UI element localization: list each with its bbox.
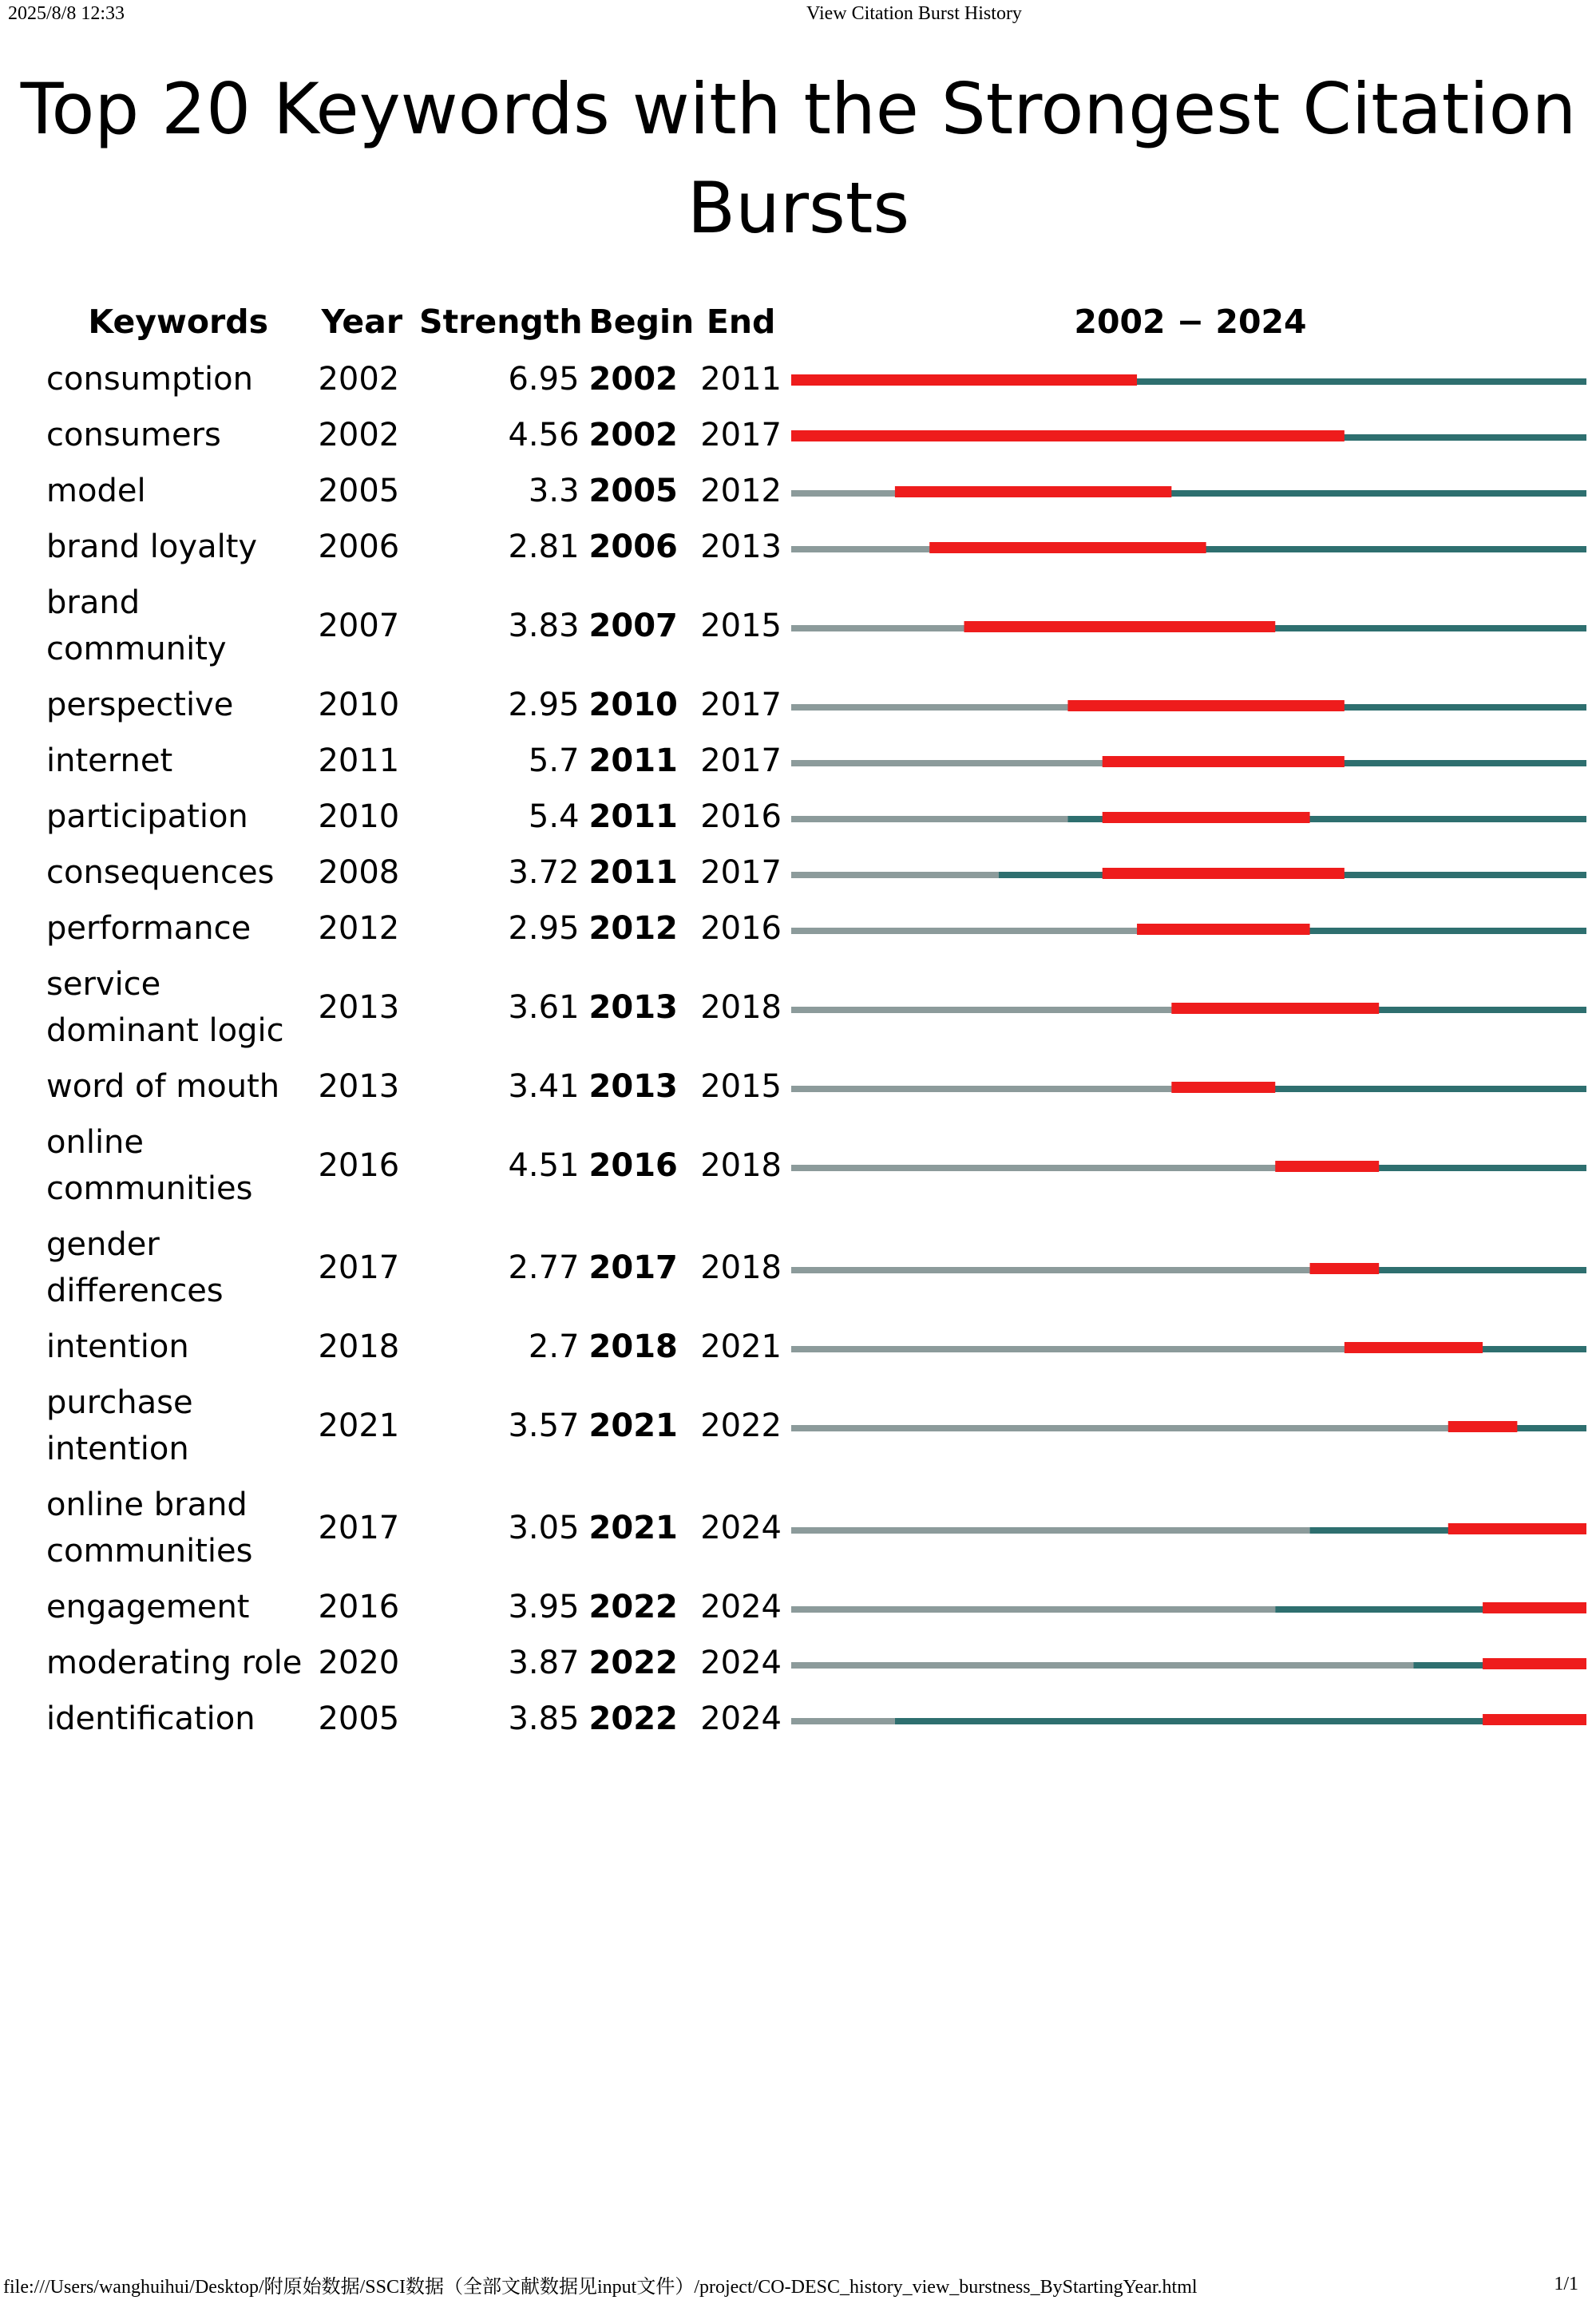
end-cell: 2017 — [700, 687, 782, 723]
timeline-bar — [788, 479, 1593, 503]
timeline-bar — [788, 1075, 1593, 1099]
header-year-range: 2002 − 2024 — [1074, 302, 1307, 341]
table-row — [38, 519, 1596, 575]
year-cell: 2005 — [318, 1700, 400, 1737]
header-strength: Strength — [419, 302, 583, 341]
print-page-title: View Citation Burst History — [806, 3, 1022, 24]
table-header-row — [38, 291, 1596, 351]
timeline-cell — [785, 1579, 1596, 1635]
end-cell: 2024 — [700, 1700, 782, 1737]
table-row — [38, 407, 1596, 463]
timeline-bar — [788, 1707, 1593, 1731]
inactive-segment — [791, 1425, 1448, 1431]
inactive-segment — [791, 928, 1137, 934]
table-row — [38, 1477, 1596, 1579]
keyword-cell: model — [46, 473, 146, 509]
begin-cell: 2021 — [588, 1510, 678, 1546]
begin-cell: 2011 — [588, 742, 678, 779]
table-row — [38, 1114, 1596, 1217]
table-row — [38, 1059, 1596, 1114]
end-cell: 2017 — [700, 854, 782, 891]
strength-cell: 3.61 — [508, 989, 580, 1026]
inactive-segment — [791, 625, 964, 631]
burst-segment — [1448, 1421, 1518, 1432]
burst-table — [38, 291, 1596, 1747]
table-row — [38, 351, 1596, 407]
strength-cell: 3.57 — [508, 1407, 580, 1444]
burst-segment — [1310, 1263, 1380, 1274]
year-cell: 2002 — [318, 361, 400, 398]
begin-cell: 2013 — [588, 989, 678, 1026]
strength-cell: 3.41 — [508, 1068, 580, 1105]
table-row — [38, 463, 1596, 519]
begin-cell: 2011 — [588, 798, 678, 835]
timeline-bar — [788, 614, 1593, 638]
burst-table-body — [38, 351, 1596, 1747]
timeline-cell — [785, 733, 1596, 789]
year-cell: 2007 — [318, 608, 400, 644]
keyword-cell: service dominant logic — [46, 966, 284, 1049]
burst-segment — [1345, 1342, 1483, 1353]
timeline-cell — [785, 1375, 1596, 1477]
timeline-bar — [788, 1414, 1593, 1438]
header-end: End — [706, 302, 776, 341]
end-cell: 2012 — [700, 473, 782, 509]
timeline-bar — [788, 1256, 1593, 1280]
end-cell: 2016 — [700, 798, 782, 835]
end-cell: 2022 — [700, 1407, 782, 1444]
print-datetime: 2025/8/8 12:33 — [8, 3, 125, 24]
keyword-cell: word of mouth — [46, 1068, 280, 1105]
begin-cell: 2022 — [588, 1700, 678, 1737]
burst-segment — [1103, 868, 1345, 879]
burst-segment — [1103, 812, 1310, 823]
end-cell: 2015 — [700, 1068, 782, 1105]
strength-cell: 5.4 — [528, 798, 580, 835]
begin-cell: 2021 — [588, 1407, 678, 1444]
inactive-segment — [791, 1007, 1171, 1013]
table-row — [38, 733, 1596, 789]
year-cell: 2012 — [318, 910, 400, 947]
begin-cell: 2018 — [588, 1328, 678, 1365]
inactive-segment — [791, 1165, 1275, 1171]
begin-cell: 2006 — [588, 528, 678, 565]
strength-cell: 3.05 — [508, 1510, 580, 1546]
strength-cell: 6.95 — [508, 361, 580, 398]
burst-segment — [791, 374, 1137, 386]
year-cell: 2017 — [318, 1249, 400, 1286]
begin-cell: 2005 — [588, 473, 678, 509]
year-cell: 2021 — [318, 1407, 400, 1444]
keyword-cell: performance — [46, 910, 251, 947]
timeline-bar — [788, 1595, 1593, 1619]
begin-cell: 2013 — [588, 1068, 678, 1105]
end-cell: 2011 — [700, 361, 782, 398]
timeline-bar — [788, 861, 1593, 885]
begin-cell: 2010 — [588, 687, 678, 723]
begin-cell: 2007 — [588, 608, 678, 644]
timeline-cell — [785, 677, 1596, 733]
timeline-bar — [788, 1516, 1593, 1540]
burst-segment — [1171, 1003, 1379, 1014]
timeline-bar — [788, 1651, 1593, 1675]
table-row — [38, 1579, 1596, 1635]
strength-cell: 5.7 — [528, 742, 580, 779]
year-cell: 2016 — [318, 1589, 400, 1625]
year-cell: 2016 — [318, 1147, 400, 1184]
strength-cell: 3.3 — [528, 473, 580, 509]
burst-segment — [1483, 1714, 1586, 1725]
timeline-bar — [788, 805, 1593, 829]
year-cell: 2008 — [318, 854, 400, 891]
keyword-cell: moderating role — [46, 1645, 303, 1681]
timeline-cell — [785, 789, 1596, 845]
strength-cell: 2.77 — [508, 1249, 580, 1286]
end-cell: 2018 — [700, 989, 782, 1026]
table-row — [38, 901, 1596, 956]
inactive-segment — [791, 760, 1103, 766]
strength-cell: 2.95 — [508, 910, 580, 947]
begin-cell: 2002 — [588, 361, 678, 398]
inactive-segment — [791, 1346, 1345, 1352]
keyword-cell: online communities — [46, 1124, 253, 1207]
table-row — [38, 1217, 1596, 1319]
inactive-segment — [791, 546, 929, 552]
begin-cell: 2022 — [588, 1645, 678, 1681]
keyword-cell: consumers — [46, 417, 221, 453]
timeline-bar — [788, 535, 1593, 559]
header-begin: Begin — [588, 302, 695, 341]
timeline-cell — [785, 1477, 1596, 1579]
end-cell: 2024 — [700, 1589, 782, 1625]
inactive-segment — [791, 1606, 1275, 1613]
print-url: file:///Users/wanghuihui/Desktop/附原始数据/SSCI数据（全部文献数据见input文件）/project/CO-DESC_history_view_burstness_ByStartingYear.html — [3, 2277, 1198, 2298]
year-cell: 2018 — [318, 1328, 400, 1365]
year-cell: 2013 — [318, 989, 400, 1026]
timeline-cell — [785, 519, 1596, 575]
timeline-bar — [788, 1154, 1593, 1178]
timeline-cell — [785, 407, 1596, 463]
table-row — [38, 789, 1596, 845]
year-cell: 2017 — [318, 1510, 400, 1546]
keyword-cell: internet — [46, 742, 173, 779]
burst-segment — [1171, 1082, 1275, 1093]
timeline-cell — [785, 1059, 1596, 1114]
end-cell: 2021 — [700, 1328, 782, 1365]
strength-cell: 2.7 — [528, 1328, 580, 1365]
timeline-cell — [785, 845, 1596, 901]
end-cell: 2018 — [700, 1249, 782, 1286]
timeline-cell — [785, 956, 1596, 1059]
inactive-segment — [791, 1267, 1310, 1273]
keyword-cell: consumption — [46, 361, 253, 398]
timeline-cell — [785, 1635, 1596, 1691]
end-cell: 2024 — [700, 1510, 782, 1546]
end-cell: 2017 — [700, 417, 782, 453]
keyword-cell: engagement — [46, 1589, 250, 1625]
print-footer — [0, 2266, 1596, 2298]
end-cell: 2018 — [700, 1147, 782, 1184]
table-row — [38, 1691, 1596, 1747]
timeline-cell — [785, 1114, 1596, 1217]
burst-segment — [1103, 756, 1345, 767]
timeline-bar — [788, 996, 1593, 1019]
timeline-cell — [785, 1217, 1596, 1319]
burst-segment — [1137, 924, 1310, 935]
burst-segment — [964, 621, 1276, 632]
burst-segment — [895, 486, 1171, 497]
strength-cell: 3.87 — [508, 1645, 580, 1681]
begin-cell: 2022 — [588, 1589, 678, 1625]
keyword-cell: participation — [46, 798, 248, 835]
header-year: Year — [321, 302, 403, 341]
timeline-cell — [785, 1319, 1596, 1375]
burst-segment — [929, 542, 1206, 553]
inactive-segment — [791, 490, 895, 497]
end-cell: 2013 — [700, 528, 782, 565]
strength-cell: 3.83 — [508, 608, 580, 644]
keyword-cell: gender differences — [46, 1226, 224, 1309]
keyword-cell: online brand communities — [46, 1487, 253, 1570]
year-cell: 2020 — [318, 1645, 400, 1681]
timeline-cell — [785, 901, 1596, 956]
end-cell: 2024 — [700, 1645, 782, 1681]
begin-cell: 2012 — [588, 910, 678, 947]
timeline-cell — [785, 351, 1596, 407]
inactive-segment — [791, 1086, 1171, 1092]
chart-title: Top 20 Keywords with the Strongest Citation Bursts — [20, 68, 1577, 249]
keyword-cell: perspective — [46, 687, 234, 723]
inactive-segment — [791, 1718, 895, 1724]
print-header — [0, 0, 1596, 32]
begin-cell: 2011 — [588, 854, 678, 891]
inactive-segment — [791, 1527, 1310, 1534]
strength-cell: 2.95 — [508, 687, 580, 723]
end-cell: 2015 — [700, 608, 782, 644]
inactive-segment — [791, 704, 1067, 711]
begin-cell: 2016 — [588, 1147, 678, 1184]
strength-cell: 3.72 — [508, 854, 580, 891]
table-row — [38, 956, 1596, 1059]
keyword-cell: consequences — [46, 854, 275, 891]
year-cell: 2010 — [318, 798, 400, 835]
keyword-cell: identification — [46, 1700, 255, 1737]
year-cell: 2006 — [318, 528, 400, 565]
begin-cell: 2017 — [588, 1249, 678, 1286]
burst-segment — [1483, 1602, 1586, 1613]
timeline-bar — [788, 367, 1593, 391]
strength-cell: 3.95 — [508, 1589, 580, 1625]
burst-segment — [1067, 700, 1344, 711]
timeline-bar — [788, 916, 1593, 940]
keyword-cell: intention — [46, 1328, 189, 1365]
table-row — [38, 1375, 1596, 1477]
table-row — [38, 1635, 1596, 1691]
burst-segment — [1483, 1658, 1586, 1669]
timeline-cell — [785, 1691, 1596, 1747]
timeline-cell — [785, 463, 1596, 519]
table-row — [38, 575, 1596, 677]
table-row — [38, 1319, 1596, 1375]
inactive-segment — [791, 1662, 1413, 1669]
strength-cell: 3.85 — [508, 1700, 580, 1737]
table-row — [38, 677, 1596, 733]
year-cell: 2013 — [318, 1068, 400, 1105]
timeline-bar — [788, 693, 1593, 717]
inactive-segment — [791, 872, 999, 878]
burst-segment — [1275, 1161, 1379, 1172]
end-cell: 2017 — [700, 742, 782, 779]
timeline-bar — [788, 749, 1593, 773]
strength-cell: 2.81 — [508, 528, 580, 565]
header-keywords: Keywords — [88, 302, 269, 341]
year-cell: 2010 — [318, 687, 400, 723]
print-page-number: 1/1 — [1554, 2274, 1578, 2294]
year-cell: 2005 — [318, 473, 400, 509]
keyword-cell: purchase intention — [46, 1384, 193, 1467]
burst-segment — [791, 430, 1345, 441]
strength-cell: 4.51 — [508, 1147, 580, 1184]
keyword-cell: brand community — [46, 584, 227, 667]
strength-cell: 4.56 — [508, 417, 580, 453]
active-segment — [895, 1718, 1586, 1724]
begin-cell: 2002 — [588, 417, 678, 453]
table-row — [38, 845, 1596, 901]
timeline-bar — [788, 423, 1593, 447]
year-cell: 2011 — [318, 742, 400, 779]
timeline-bar — [788, 1335, 1593, 1359]
keyword-cell: brand loyalty — [46, 528, 258, 565]
end-cell: 2016 — [700, 910, 782, 947]
burst-segment — [1448, 1523, 1586, 1534]
inactive-segment — [791, 816, 1067, 822]
timeline-cell — [785, 575, 1596, 677]
year-cell: 2002 — [318, 417, 400, 453]
